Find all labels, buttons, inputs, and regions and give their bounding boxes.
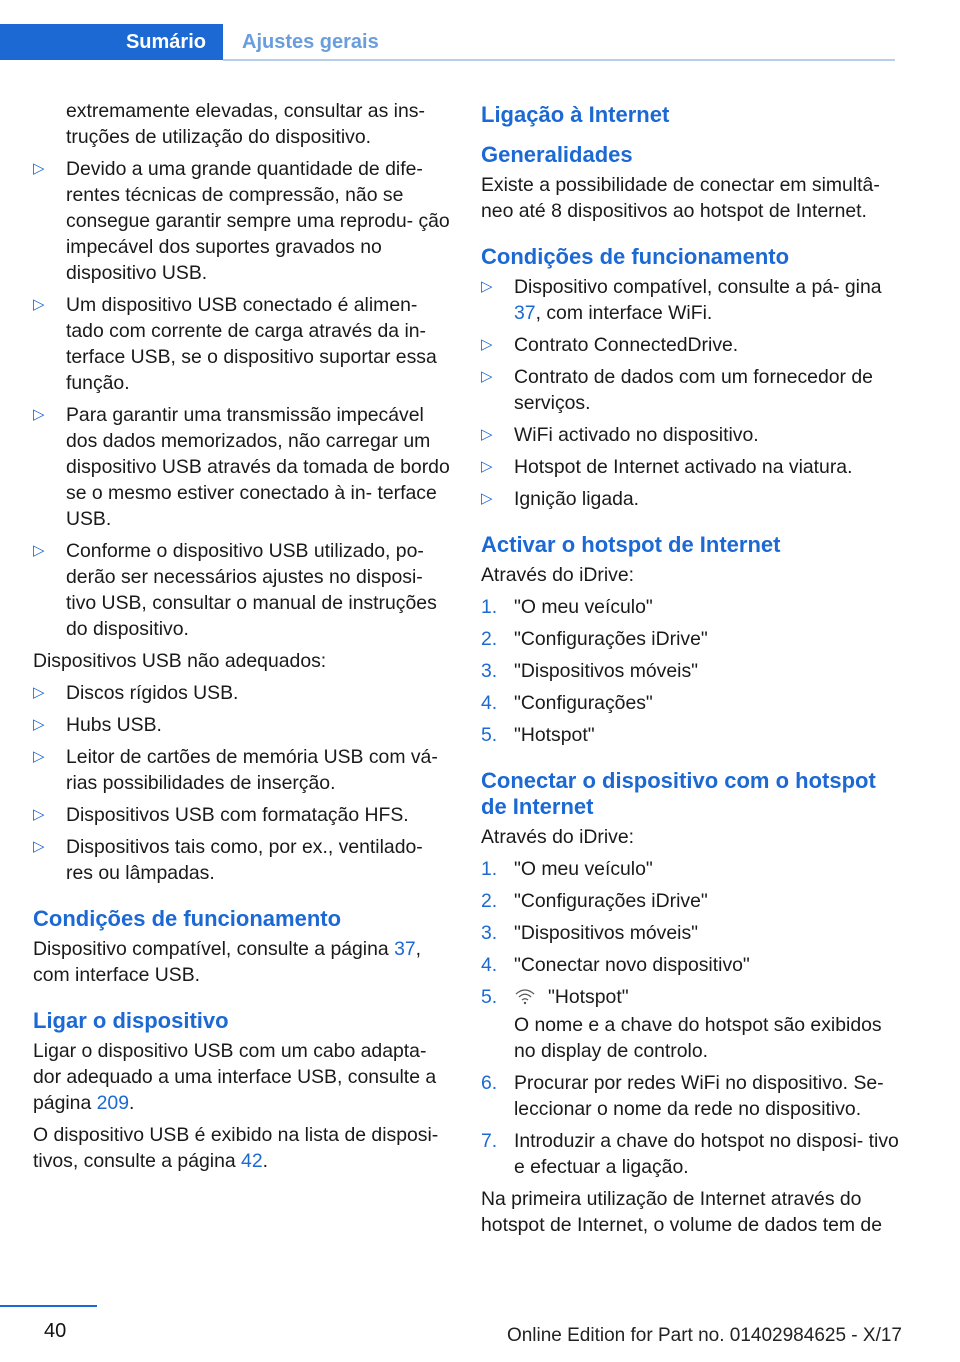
unsuitable-intro: Dispositivos USB não adequados: bbox=[33, 650, 327, 672]
step-text: Procurar por redes WiFi no dispositivo. Se- leccionar o nome da rede no dispositivo. bbox=[514, 1072, 884, 1120]
device-shown-text: O dispositivo USB é exibido na lista de disposi- tivos, consulte a página 42. bbox=[33, 1124, 439, 1172]
heading-connect-hotspot: Conectar o dispositivo com o hotspot de Internet bbox=[481, 768, 876, 819]
usb-notes-list bbox=[33, 156, 453, 642]
triangle-bullet-icon: ▷ bbox=[33, 296, 45, 313]
continued-line-1: extremamente elevadas, consultar as ins- bbox=[66, 100, 425, 122]
numbered-step bbox=[481, 658, 901, 684]
numbered-step bbox=[481, 1128, 901, 1180]
bullet-item: ▷ Discos rígidos USB. bbox=[33, 682, 239, 704]
step-number: 3. bbox=[481, 660, 498, 682]
numbered-step: 5. "Hotspot" O nome e a chave do hotspot são exibidos no display de controlo. bbox=[481, 984, 901, 1064]
step-number: 2. bbox=[481, 628, 498, 650]
triangle-bullet-icon: ▷ bbox=[481, 278, 493, 295]
closing-text: Na primeira utilização de Internet através do hotspot de Internet, o volume de dados tem de bbox=[481, 1188, 883, 1236]
page-link-209[interactable]: 209 bbox=[96, 1092, 129, 1114]
continued-line-2: truções de utilização do dispositivo. bbox=[66, 126, 372, 148]
bullet-item: ▷ Conforme o dispositivo USB utilizado, po- derão ser necessários ajustes no disposi- tivo USB, consultar o manual de instruções do dispositivo. bbox=[33, 540, 437, 640]
bullet-item: ▷ Dispositivos tais como, por ex., ventilado- res ou lâmpadas. bbox=[33, 836, 423, 884]
step-number: 3. bbox=[481, 922, 498, 944]
page-link-42[interactable]: 42 bbox=[241, 1150, 263, 1172]
triangle-bullet-icon: ▷ bbox=[33, 542, 45, 559]
bullet-item: ▷ Hotspot de Internet activado na viatura. bbox=[481, 456, 853, 478]
bullet-item: ▷ Hubs USB. bbox=[33, 714, 162, 736]
triangle-bullet-icon: ▷ bbox=[33, 748, 45, 765]
step-number: 1. bbox=[481, 596, 498, 618]
triangle-bullet-icon: ▷ bbox=[33, 806, 45, 823]
left-column bbox=[33, 98, 453, 1180]
conditions-list bbox=[481, 332, 901, 512]
step-number: 7. bbox=[481, 1130, 498, 1152]
activate-steps bbox=[481, 594, 901, 748]
bullet-item: ▷ Contrato de dados com um fornecedor de serviços. bbox=[481, 366, 873, 414]
wifi-icon bbox=[514, 986, 540, 1012]
heading-internet: Ligação à Internet bbox=[481, 102, 670, 127]
header-tabs bbox=[0, 24, 895, 62]
triangle-bullet-icon: ▷ bbox=[481, 336, 493, 353]
step-text: "Conectar novo dispositivo" bbox=[514, 954, 750, 976]
connect-steps bbox=[481, 856, 901, 978]
triangle-bullet-icon: ▷ bbox=[33, 406, 45, 423]
connect-device-text: Ligar o dispositivo USB com um cabo adapta- dor adequado a uma interface USB, consulte a página 209. bbox=[33, 1040, 437, 1114]
step-number: 6. bbox=[481, 1072, 498, 1094]
step-number: 1. bbox=[481, 858, 498, 880]
heading-activate-hotspot: Activar o hotspot de Internet bbox=[481, 532, 781, 557]
numbered-step bbox=[481, 722, 901, 748]
triangle-bullet-icon: ▷ bbox=[33, 838, 45, 855]
page-link-37[interactable]: 37 bbox=[514, 302, 536, 324]
step-number: 5. bbox=[481, 724, 498, 746]
numbered-step bbox=[481, 594, 901, 620]
numbered-step bbox=[481, 888, 901, 914]
bullet-item: ▷ Dispositivos USB com formatação HFS. bbox=[33, 804, 409, 826]
via-idrive-2: Através do iDrive: bbox=[481, 826, 635, 848]
continued-text bbox=[33, 98, 453, 150]
step-text: "Configurações" bbox=[514, 692, 653, 714]
connect-steps-continued bbox=[481, 1070, 901, 1180]
step-note: O nome e a chave do hotspot são exibidos no display de controlo. bbox=[514, 1014, 882, 1062]
footer-line bbox=[0, 1305, 97, 1307]
step-text: "O meu veículo" bbox=[514, 858, 653, 880]
step-number: 4. bbox=[481, 692, 498, 714]
header-divider bbox=[223, 59, 895, 61]
triangle-bullet-icon: ▷ bbox=[481, 490, 493, 507]
triangle-bullet-icon: ▷ bbox=[481, 368, 493, 385]
step-number: 4. bbox=[481, 954, 498, 976]
edition-text: Online Edition for Part no. 01402984625 - X/17 bbox=[506, 1325, 902, 1346]
step-text: "Hotspot" bbox=[514, 724, 595, 746]
step-text: "O meu veículo" bbox=[514, 596, 653, 618]
step-text: Introduzir a chave do hotspot no disposi- tivo e efectuar a ligação. bbox=[514, 1130, 899, 1178]
numbered-step bbox=[481, 690, 901, 716]
triangle-bullet-icon: ▷ bbox=[481, 458, 493, 475]
step-text: "Dispositivos móveis" bbox=[514, 922, 699, 944]
bullet-item: ▷ Ignição ligada. bbox=[481, 488, 640, 510]
bullet-item: ▷ WiFi activado no dispositivo. bbox=[481, 424, 759, 446]
via-idrive-1: Através do iDrive: bbox=[481, 564, 635, 586]
general-text: Existe a possibilidade de conectar em simultâ- neo até 8 dispositivos ao hotspot de Internet. bbox=[481, 174, 880, 222]
tab-sumario[interactable]: Sumário bbox=[0, 24, 223, 60]
step-text: "Configurações iDrive" bbox=[514, 628, 708, 650]
triangle-bullet-icon: ▷ bbox=[33, 160, 45, 177]
step-text: "Configurações iDrive" bbox=[514, 890, 708, 912]
heading-general: Generalidades bbox=[481, 142, 633, 167]
step-number: 2. bbox=[481, 890, 498, 912]
numbered-step bbox=[481, 856, 901, 882]
tab-ajustes-gerais[interactable]: Ajustes gerais bbox=[242, 30, 379, 53]
numbered-step bbox=[481, 952, 901, 978]
conditions-usb-text: Dispositivo compatível, consulte a página 37, com interface USB. bbox=[33, 938, 422, 986]
page-number: 40 bbox=[44, 1320, 67, 1342]
numbered-step bbox=[481, 626, 901, 652]
triangle-bullet-icon: ▷ bbox=[481, 426, 493, 443]
bullet-item: ▷ Um dispositivo USB conectado é alimen- tado com corrente de carga através da in- terface USB, se o dispositivo suportar essa função. bbox=[33, 294, 437, 394]
triangle-bullet-icon: ▷ bbox=[33, 684, 45, 701]
bullet-item: ▷ Contrato ConnectedDrive. bbox=[481, 334, 739, 356]
heading-connect-device: Ligar o dispositivo bbox=[33, 1008, 229, 1033]
bullet-item: ▷ Para garantir uma transmissão impecável dos dados memorizados, não carregar um dispositivo USB através da tomada de bordo se o mesmo estiver conectado à in- terface USB. bbox=[33, 404, 450, 530]
right-column bbox=[481, 98, 901, 1244]
step-text: "Dispositivos móveis" bbox=[514, 660, 699, 682]
triangle-bullet-icon: ▷ bbox=[33, 716, 45, 733]
bullet-item: ▷ Devido a uma grande quantidade de dife- rentes técnicas de compressão, não se consegue garantir sempre uma reprodu- ção impecável dos suportes gravados no dispositivo USB. bbox=[33, 158, 450, 284]
condition-item: ▷ Dispositivo compatível, consulte a pá- gina 37, com interface WiFi. bbox=[481, 276, 882, 324]
page-link-37[interactable]: 37 bbox=[394, 938, 416, 960]
unsuitable-devices-list bbox=[33, 680, 453, 886]
numbered-step bbox=[481, 1070, 901, 1122]
heading-conditions-usb: Condições de funcionamento bbox=[33, 906, 342, 931]
bullet-item: ▷ Leitor de cartões de memória USB com vá- rias possibilidades de inserção. bbox=[33, 746, 438, 794]
heading-conditions-hotspot: Condições de funcionamento bbox=[481, 244, 790, 269]
numbered-step bbox=[481, 920, 901, 946]
